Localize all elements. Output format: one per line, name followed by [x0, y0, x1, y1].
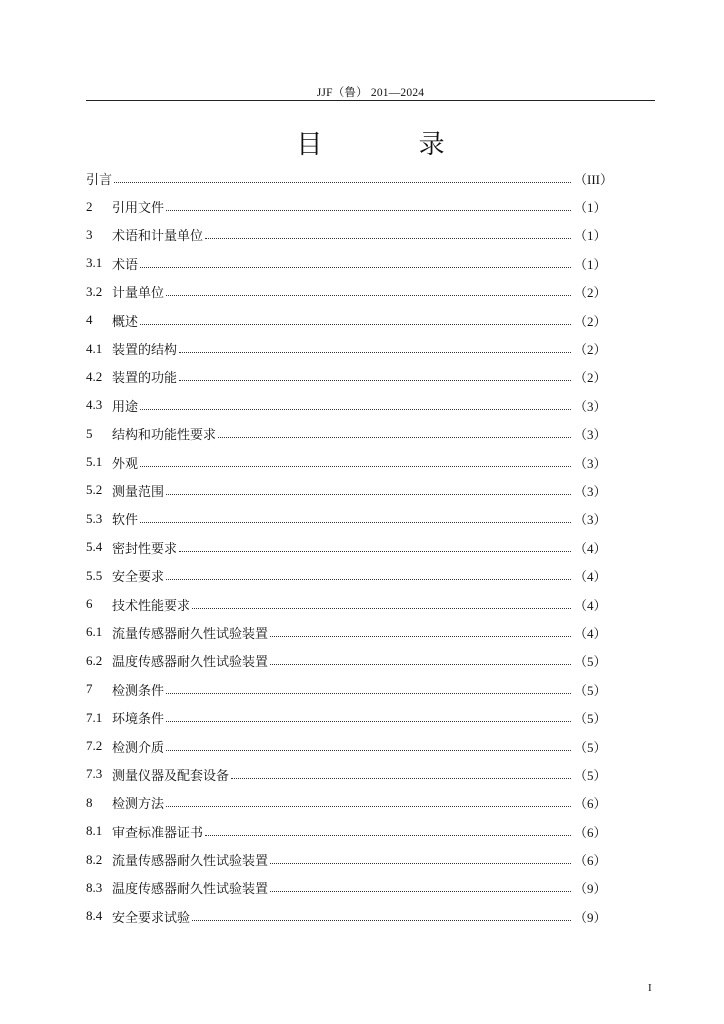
toc-entry-label: 检测条件 [112, 683, 165, 699]
toc-entry[interactable] [86, 505, 606, 533]
toc-dot-leader [166, 806, 571, 807]
toc-entry-label: 测量范围 [112, 484, 165, 500]
toc-entry[interactable] [86, 618, 606, 646]
toc-dot-leader [140, 522, 571, 523]
toc-dot-leader [179, 352, 571, 353]
toc-entry-label: 引用文件 [112, 201, 165, 217]
toc-entry-number: 4.2 [86, 368, 103, 384]
toc-entry-label: 技术性能要求 [112, 598, 191, 614]
toc-entry-page: （2） [574, 342, 607, 358]
toc-entry-label: 用途 [112, 399, 139, 415]
toc-entry-label: 安全要求 [112, 570, 165, 586]
toc-entry[interactable] [86, 817, 606, 845]
toc-dot-leader [140, 267, 571, 268]
toc-entry-page: （5） [574, 767, 607, 783]
toc-entry-number: 6 [86, 596, 93, 612]
toc-entry[interactable] [86, 391, 606, 419]
toc-entry-page: （5） [574, 739, 607, 755]
toc-entry[interactable] [86, 902, 606, 930]
toc-entry-number: 3 [86, 226, 93, 242]
toc-entry-page: （3） [574, 427, 607, 443]
toc-entry-label: 计量单位 [112, 286, 165, 302]
toc-dot-leader [218, 437, 571, 438]
toc-entry-number: 5.5 [86, 567, 103, 583]
toc-entry-label: 引言 [86, 172, 113, 188]
toc-entry[interactable] [86, 448, 606, 476]
toc-entry-page: （5） [574, 711, 607, 727]
toc-dot-leader [192, 608, 571, 609]
toc-entry-page: （5） [574, 654, 607, 670]
toc-entry-page: （1） [574, 228, 607, 244]
header-rule [86, 100, 655, 101]
toc-entry-label: 装置的结构 [112, 343, 178, 359]
toc-entry-page: （4） [574, 540, 607, 556]
toc-entry-number: 8.4 [86, 908, 103, 924]
toc-entry-page: （2） [574, 313, 607, 329]
toc-entry[interactable] [86, 760, 606, 788]
toc-entry-label: 审查标准器证书 [112, 825, 204, 841]
toc-entry[interactable] [86, 732, 606, 760]
toc-dot-leader [166, 693, 571, 694]
toc-entry-page: （2） [574, 370, 607, 386]
toc-entry-page: （4） [574, 597, 607, 613]
toc-entry-number: 5 [86, 425, 93, 441]
toc-entry-number: 4.3 [86, 397, 103, 413]
toc-dot-leader [166, 579, 571, 580]
toc-entry-page: （3） [574, 512, 607, 528]
toc-entry[interactable] [86, 306, 606, 334]
toc-dot-leader [166, 750, 571, 751]
toc-entry[interactable] [86, 420, 606, 448]
toc-entry-number: 6.1 [86, 624, 103, 640]
toc-dot-leader [140, 409, 571, 410]
toc-entry-label: 软件 [112, 513, 139, 529]
toc-entry[interactable] [86, 561, 606, 589]
toc-entry[interactable] [86, 845, 606, 873]
toc-entry-number: 5.3 [86, 510, 103, 526]
toc-entry-label: 检测介质 [112, 740, 165, 756]
toc-entry-label: 概述 [112, 314, 139, 330]
toc-entry-page: （1） [574, 256, 607, 272]
toc-entry-number: 8 [86, 794, 93, 810]
toc-dot-leader [205, 238, 571, 239]
toc-entry-number: 4.1 [86, 340, 103, 356]
toc-entry[interactable] [86, 874, 606, 902]
toc-entry-label: 温度传感器耐久性试验装置 [112, 655, 269, 671]
toc-dot-leader [166, 721, 571, 722]
toc-entry[interactable] [86, 675, 606, 703]
toc-entry-label: 外观 [112, 456, 139, 472]
toc-entry-number: 7.2 [86, 738, 103, 753]
page-number: I [648, 982, 652, 994]
toc-entry-number: 8.2 [86, 851, 103, 867]
toc-entry[interactable] [86, 334, 606, 362]
toc-entry-page: （4） [574, 625, 607, 641]
toc-entry[interactable] [86, 192, 606, 220]
toc-entry-label: 安全要求试验 [112, 910, 191, 926]
toc-entry-label: 密封性要求 [112, 541, 178, 557]
toc-dot-leader [140, 324, 571, 325]
toc-entry-number: 2 [86, 198, 93, 214]
toc-entry-label: 检测方法 [112, 797, 165, 813]
toc-entry-page: （5） [574, 682, 607, 698]
toc-entry-label: 术语和计量单位 [112, 229, 204, 245]
toc-entry-number: 6.2 [86, 652, 103, 668]
toc-entry-number: 7 [86, 681, 93, 697]
toc-entry-label: 流量传感器耐久性试验装置 [112, 854, 269, 870]
toc-entry-page: （2） [574, 285, 607, 301]
toc-entry-label: 测量仪器及配套设备 [112, 768, 230, 784]
toc-entry-page: （6） [574, 824, 607, 840]
toc-entry-number: 3.1 [86, 255, 103, 271]
toc-entry-page: （6） [574, 853, 607, 869]
toc-dot-leader [192, 920, 571, 921]
toc-entry[interactable] [86, 703, 606, 731]
toc-dot-leader [270, 636, 571, 637]
toc-dot-leader [270, 891, 571, 892]
toc-entry-number: 7.1 [86, 709, 103, 725]
table-of-contents [86, 164, 613, 931]
toc-entry[interactable] [86, 476, 606, 504]
toc-entry-label: 装置的功能 [112, 371, 178, 387]
toc-entry-page: （6） [574, 796, 607, 812]
toc-entry-label: 温度传感器耐久性试验装置 [112, 882, 269, 898]
toc-entry-number: 8.3 [86, 879, 103, 895]
document-header: JJF（鲁） 201—2024 [316, 87, 425, 99]
toc-entry-page: （1） [574, 200, 607, 216]
toc-entry-number: 8.1 [86, 823, 103, 839]
toc-dot-leader [270, 664, 571, 665]
toc-entry-page: （3） [574, 483, 607, 499]
toc-dot-leader [166, 210, 571, 211]
page-title: 目 录 [296, 130, 489, 160]
toc-entry-number: 7.3 [86, 766, 103, 782]
toc-entry-page: （3） [574, 455, 607, 471]
toc-entry[interactable] [86, 249, 606, 277]
toc-entry[interactable] [86, 363, 606, 391]
toc-entry[interactable] [86, 647, 606, 675]
toc-entry[interactable] [86, 164, 613, 192]
toc-entry-label: 结构和功能性要求 [112, 428, 217, 444]
toc-entry-page: （III） [574, 171, 613, 187]
toc-entry[interactable] [86, 590, 606, 618]
toc-entry-number: 5.1 [86, 454, 103, 470]
toc-entry-number: 3.2 [86, 283, 103, 299]
toc-dot-leader [179, 380, 571, 381]
toc-entry-page: （4） [574, 569, 607, 585]
toc-entry-label: 流量传感器耐久性试验装置 [112, 626, 269, 642]
toc-dot-leader [140, 466, 571, 467]
toc-entry-number: 4 [86, 312, 93, 328]
toc-dot-leader [231, 778, 571, 779]
toc-entry[interactable] [86, 533, 606, 561]
toc-entry-number: 5.4 [86, 539, 103, 555]
toc-entry[interactable] [86, 278, 606, 306]
toc-entry[interactable] [86, 789, 606, 817]
toc-entry-page: （9） [574, 909, 607, 925]
toc-entry[interactable] [86, 221, 606, 249]
toc-dot-leader [166, 295, 571, 296]
toc-dot-leader [179, 551, 571, 552]
toc-dot-leader [270, 863, 571, 864]
toc-entry-page: （9） [574, 881, 607, 897]
toc-dot-leader [166, 494, 571, 495]
toc-entry-label: 环境条件 [112, 712, 165, 728]
toc-entry-page: （3） [574, 398, 607, 414]
toc-dot-leader [114, 182, 571, 183]
toc-entry-label: 术语 [112, 257, 139, 273]
toc-entry-number: 5.2 [86, 482, 103, 498]
toc-dot-leader [205, 835, 571, 836]
